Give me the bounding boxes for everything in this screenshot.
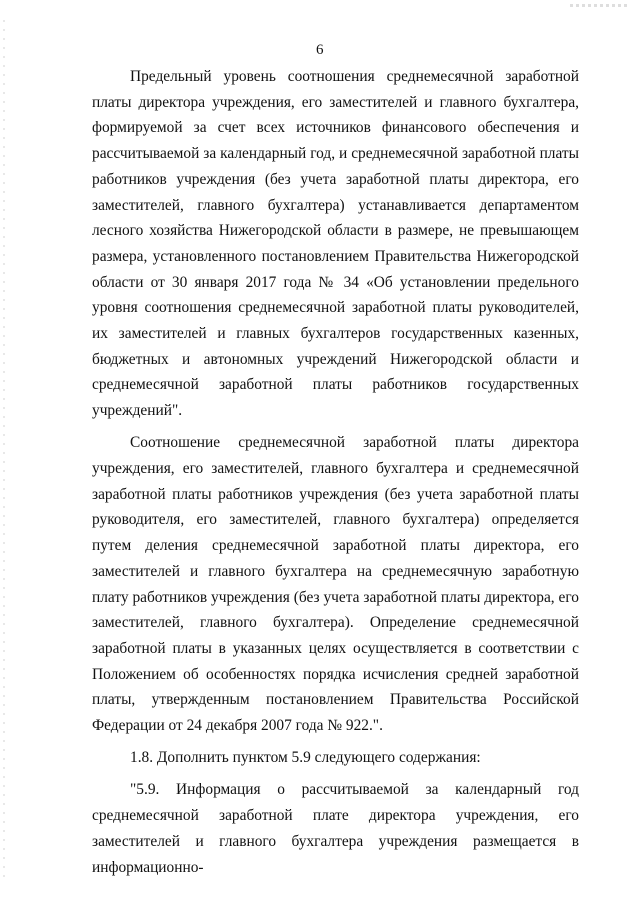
scan-edge-artifact	[3, 20, 5, 880]
paragraph-salary-ratio-calculation: Соотношение среднемесячной заработной платы директора учреждения, его заместителей, главного бухгалтера и среднемесячной заработной платы работников учреждения (без учета заработной платы руководителя, его заместителей, главного бухгалтера) определяется путем деления среднемесячной заработной платы директора, его заместителей и главного бухгалтера на среднемесячную заработную плату работников учреждения (без учета заработной платы директора, его заместителей, главного бухгалтера). Определение среднемесячной заработной платы в указанных целях осуществляется в соответствии с Положением об особенностях порядка исчисления средней заработной платы, утвержденным постановлением Правительства Российской Федерации от 24 декабря 2007 года № 922.".	[92, 434, 579, 735]
paragraph-salary-ratio-limit: Предельный уровень соотношения среднемесячной заработной платы директора учреждения, его заместителей и главного бухгалтера, формируемой за счет всех источников финансового обеспечения и рассчитываемой за календарный год, и среднемесячной заработной платы работников учреждения (без учета заработной платы директора, его заместителей, главного бухгалтера) устанавливается департаментом лесного хозяйства Нижегородской области в размере, не превышающем размера, установленного постановлением Правительства Нижегородской области от 30 января 2017 года № 34 «Об установлении предельного уровня соотношения среднемесячной заработной платы руководителей, их заместителей и главных бухгалтеров государственных казенных, бюджетных и автономных учреждений Нижегородской области и среднемесячной заработной платы работников государственных учреждений".	[92, 68, 579, 420]
document-body	[92, 64, 579, 887]
scan-mark-artifact	[570, 4, 630, 7]
paragraph-item-1-8: 1.8. Дополнить пунктом 5.9 следующего содержания:	[130, 749, 481, 767]
paragraph-item-5-9: "5.9. Информация о рассчитываемой за календарный год среднемесячной заработной плате директора учреждения, его заместителей и главного бухгалтера учреждения размещается в информационно-	[92, 781, 579, 876]
page-number: 6	[316, 42, 324, 58]
